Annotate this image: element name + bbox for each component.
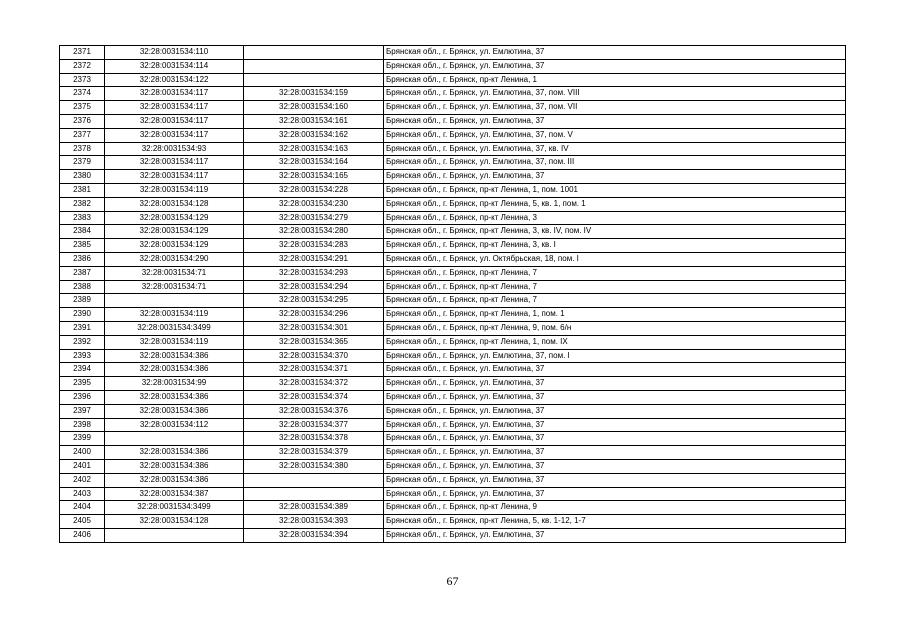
- parent-cadastral-number-cell: 32:28:0031534:99: [105, 377, 244, 391]
- cadastral-number-cell: 32:28:0031534:159: [244, 87, 384, 101]
- parent-cadastral-number-cell: 32:28:0031534:128: [105, 197, 244, 211]
- cadastral-number-cell: 32:28:0031534:161: [244, 114, 384, 128]
- cadastral-number-cell: 32:28:0031534:230: [244, 197, 384, 211]
- parent-cadastral-number-cell: 32:28:0031534:3499: [105, 501, 244, 515]
- table-row: [60, 377, 846, 391]
- parent-cadastral-number-cell: 32:28:0031534:110: [105, 46, 244, 60]
- address-cell: Брянская обл., г. Брянск, ул. Емлютина, 37, пом. VIII: [384, 87, 846, 101]
- cadastral-number-cell: 32:28:0031534:279: [244, 211, 384, 225]
- table-row: [60, 390, 846, 404]
- table-row: [60, 349, 846, 363]
- table-row: [60, 501, 846, 515]
- table-row: [60, 142, 846, 156]
- address-cell: Брянская обл., г. Брянск, пр-кт Ленина, 9, пом. 6/н: [384, 321, 846, 335]
- parent-cadastral-number-cell: 32:28:0031534:117: [105, 101, 244, 115]
- cadastral-number-cell: 32:28:0031534:163: [244, 142, 384, 156]
- table-row: [60, 225, 846, 239]
- parent-cadastral-number-cell: 32:28:0031534:386: [105, 349, 244, 363]
- row-number-cell: 2381: [60, 183, 105, 197]
- parent-cadastral-number-cell: 32:28:0031534:386: [105, 363, 244, 377]
- address-cell: Брянская обл., г. Брянск, ул. Емлютина, 37: [384, 114, 846, 128]
- table-row: [60, 128, 846, 142]
- cadastral-number-cell: [244, 73, 384, 87]
- table-row: [60, 473, 846, 487]
- cadastral-number-cell: 32:28:0031534:280: [244, 225, 384, 239]
- row-number-cell: 2396: [60, 390, 105, 404]
- row-number-cell: 2403: [60, 487, 105, 501]
- address-cell: Брянская обл., г. Брянск, ул. Емлютина, 37: [384, 377, 846, 391]
- address-cell: Брянская обл., г. Брянск, пр-кт Ленина, 1: [384, 73, 846, 87]
- cadastral-number-cell: 32:28:0031534:394: [244, 528, 384, 542]
- cadastral-number-cell: 32:28:0031534:295: [244, 294, 384, 308]
- parent-cadastral-number-cell: 32:28:0031534:129: [105, 239, 244, 253]
- table-row: [60, 73, 846, 87]
- cadastral-number-cell: [244, 487, 384, 501]
- cadastral-number-cell: 32:28:0031534:162: [244, 128, 384, 142]
- address-cell: Брянская обл., г. Брянск, пр-кт Ленина, 9: [384, 501, 846, 515]
- row-number-cell: 2378: [60, 142, 105, 156]
- table-row: [60, 363, 846, 377]
- cadastral-number-cell: 32:28:0031534:365: [244, 335, 384, 349]
- row-number-cell: 2375: [60, 101, 105, 115]
- table-row: [60, 432, 846, 446]
- cadastral-number-cell: 32:28:0031534:371: [244, 363, 384, 377]
- row-number-cell: 2405: [60, 515, 105, 529]
- address-cell: Брянская обл., г. Брянск, пр-кт Ленина, 1, пом. 1: [384, 308, 846, 322]
- cadastral-table: [59, 45, 846, 543]
- address-cell: Брянская обл., г. Брянск, пр-кт Ленина, 7: [384, 280, 846, 294]
- address-cell: Брянская обл., г. Брянск, ул. Емлютина, 37: [384, 46, 846, 60]
- table-row: [60, 294, 846, 308]
- row-number-cell: 2402: [60, 473, 105, 487]
- parent-cadastral-number-cell: [105, 528, 244, 542]
- row-number-cell: 2399: [60, 432, 105, 446]
- parent-cadastral-number-cell: 32:28:0031534:117: [105, 114, 244, 128]
- cadastral-number-cell: 32:28:0031534:380: [244, 459, 384, 473]
- cadastral-number-cell: [244, 46, 384, 60]
- address-cell: Брянская обл., г. Брянск, ул. Емлютина, 37: [384, 432, 846, 446]
- address-cell: Брянская обл., г. Брянск, пр-кт Ленина, 3: [384, 211, 846, 225]
- table-row: [60, 114, 846, 128]
- row-number-cell: 2383: [60, 211, 105, 225]
- row-number-cell: 2382: [60, 197, 105, 211]
- table-row: [60, 528, 846, 542]
- parent-cadastral-number-cell: 32:28:0031534:117: [105, 128, 244, 142]
- parent-cadastral-number-cell: 32:28:0031534:119: [105, 335, 244, 349]
- row-number-cell: 2371: [60, 46, 105, 60]
- table-row: [60, 459, 846, 473]
- table-row: [60, 211, 846, 225]
- row-number-cell: 2400: [60, 446, 105, 460]
- parent-cadastral-number-cell: 32:28:0031534:122: [105, 73, 244, 87]
- table-row: [60, 156, 846, 170]
- address-cell: Брянская обл., г. Брянск, пр-кт Ленина, 5, кв. 1, пом. 1: [384, 197, 846, 211]
- address-cell: Брянская обл., г. Брянск, ул. Емлютина, 37, пом. III: [384, 156, 846, 170]
- parent-cadastral-number-cell: [105, 294, 244, 308]
- parent-cadastral-number-cell: 32:28:0031534:93: [105, 142, 244, 156]
- row-number-cell: 2395: [60, 377, 105, 391]
- row-number-cell: 2374: [60, 87, 105, 101]
- parent-cadastral-number-cell: 32:28:0031534:117: [105, 170, 244, 184]
- table-row: [60, 197, 846, 211]
- row-number-cell: 2388: [60, 280, 105, 294]
- table-row: [60, 280, 846, 294]
- parent-cadastral-number-cell: 32:28:0031534:387: [105, 487, 244, 501]
- cadastral-number-cell: 32:28:0031534:374: [244, 390, 384, 404]
- row-number-cell: 2380: [60, 170, 105, 184]
- parent-cadastral-number-cell: 32:28:0031534:386: [105, 459, 244, 473]
- row-number-cell: 2401: [60, 459, 105, 473]
- cadastral-number-cell: 32:28:0031534:283: [244, 239, 384, 253]
- cadastral-number-cell: 32:28:0031534:389: [244, 501, 384, 515]
- table-row: [60, 308, 846, 322]
- parent-cadastral-number-cell: 32:28:0031534:386: [105, 446, 244, 460]
- table-body: [60, 46, 846, 543]
- parent-cadastral-number-cell: 32:28:0031534:119: [105, 308, 244, 322]
- table-row: [60, 446, 846, 460]
- row-number-cell: 2386: [60, 252, 105, 266]
- parent-cadastral-number-cell: 32:28:0031534:386: [105, 390, 244, 404]
- address-cell: Брянская обл., г. Брянск, ул. Емлютина, 37: [384, 170, 846, 184]
- cadastral-number-cell: 32:28:0031534:165: [244, 170, 384, 184]
- row-number-cell: 2377: [60, 128, 105, 142]
- address-cell: Брянская обл., г. Брянск, ул. Емлютина, 37, пом. V: [384, 128, 846, 142]
- table-row: [60, 59, 846, 73]
- cadastral-number-cell: 32:28:0031534:291: [244, 252, 384, 266]
- parent-cadastral-number-cell: [105, 432, 244, 446]
- parent-cadastral-number-cell: 32:28:0031534:119: [105, 183, 244, 197]
- row-number-cell: 2406: [60, 528, 105, 542]
- row-number-cell: 2393: [60, 349, 105, 363]
- row-number-cell: 2387: [60, 266, 105, 280]
- address-cell: Брянская обл., г. Брянск, ул. Емлютина, 37: [384, 363, 846, 377]
- parent-cadastral-number-cell: 32:28:0031534:117: [105, 87, 244, 101]
- parent-cadastral-number-cell: 32:28:0031534:129: [105, 225, 244, 239]
- cadastral-number-cell: 32:28:0031534:228: [244, 183, 384, 197]
- address-cell: Брянская обл., г. Брянск, ул. Емлютина, 37: [384, 487, 846, 501]
- address-cell: Брянская обл., г. Брянск, пр-кт Ленина, 7: [384, 294, 846, 308]
- address-cell: Брянская обл., г. Брянск, ул. Емлютина, 37: [384, 446, 846, 460]
- cadastral-number-cell: 32:28:0031534:294: [244, 280, 384, 294]
- row-number-cell: 2372: [60, 59, 105, 73]
- table-row: [60, 487, 846, 501]
- parent-cadastral-number-cell: 32:28:0031534:114: [105, 59, 244, 73]
- row-number-cell: 2389: [60, 294, 105, 308]
- address-cell: Брянская обл., г. Брянск, ул. Емлютина, 37: [384, 528, 846, 542]
- parent-cadastral-number-cell: 32:28:0031534:290: [105, 252, 244, 266]
- row-number-cell: 2373: [60, 73, 105, 87]
- row-number-cell: 2394: [60, 363, 105, 377]
- table-row: [60, 418, 846, 432]
- address-cell: Брянская обл., г. Брянск, пр-кт Ленина, 1, пом. 1001: [384, 183, 846, 197]
- table-row: [60, 335, 846, 349]
- parent-cadastral-number-cell: 32:28:0031534:129: [105, 211, 244, 225]
- cadastral-number-cell: [244, 473, 384, 487]
- address-cell: Брянская обл., г. Брянск, ул. Емлютина, 37: [384, 390, 846, 404]
- cadastral-number-cell: 32:28:0031534:378: [244, 432, 384, 446]
- cadastral-number-cell: 32:28:0031534:293: [244, 266, 384, 280]
- parent-cadastral-number-cell: 32:28:0031534:3499: [105, 321, 244, 335]
- row-number-cell: 2404: [60, 501, 105, 515]
- parent-cadastral-number-cell: 32:28:0031534:117: [105, 156, 244, 170]
- address-cell: Брянская обл., г. Брянск, пр-кт Ленина, 5, кв. 1-12, 1-7: [384, 515, 846, 529]
- row-number-cell: 2390: [60, 308, 105, 322]
- table-row: [60, 46, 846, 60]
- parent-cadastral-number-cell: 32:28:0031534:71: [105, 280, 244, 294]
- table-row: [60, 170, 846, 184]
- address-cell: Брянская обл., г. Брянск, ул. Емлютина, 37: [384, 459, 846, 473]
- address-cell: Брянская обл., г. Брянск, пр-кт Ленина, 3, кв. I: [384, 239, 846, 253]
- cadastral-number-cell: 32:28:0031534:379: [244, 446, 384, 460]
- row-number-cell: 2384: [60, 225, 105, 239]
- page-number: 67: [446, 574, 459, 588]
- address-cell: Брянская обл., г. Брянск, ул. Октябрьская, 18, пом. I: [384, 252, 846, 266]
- cadastral-number-cell: 32:28:0031534:377: [244, 418, 384, 432]
- parent-cadastral-number-cell: 32:28:0031534:386: [105, 404, 244, 418]
- address-cell: Брянская обл., г. Брянск, пр-кт Ленина, 7: [384, 266, 846, 280]
- address-cell: Брянская обл., г. Брянск, ул. Емлютина, 37, пом. I: [384, 349, 846, 363]
- row-number-cell: 2391: [60, 321, 105, 335]
- cadastral-number-cell: 32:28:0031534:160: [244, 101, 384, 115]
- address-cell: Брянская обл., г. Брянск, ул. Емлютина, 37: [384, 418, 846, 432]
- address-cell: Брянская обл., г. Брянск, ул. Емлютина, 37: [384, 473, 846, 487]
- table-row: [60, 183, 846, 197]
- row-number-cell: 2385: [60, 239, 105, 253]
- table-row: [60, 266, 846, 280]
- cadastral-number-cell: 32:28:0031534:301: [244, 321, 384, 335]
- table-row: [60, 321, 846, 335]
- row-number-cell: 2379: [60, 156, 105, 170]
- table-row: [60, 404, 846, 418]
- cadastral-number-cell: 32:28:0031534:164: [244, 156, 384, 170]
- table-row: [60, 239, 846, 253]
- cadastral-number-cell: 32:28:0031534:376: [244, 404, 384, 418]
- address-cell: Брянская обл., г. Брянск, пр-кт Ленина, 1, пом. IX: [384, 335, 846, 349]
- address-cell: Брянская обл., г. Брянск, ул. Емлютина, 37, пом. VII: [384, 101, 846, 115]
- row-number-cell: 2376: [60, 114, 105, 128]
- parent-cadastral-number-cell: 32:28:0031534:128: [105, 515, 244, 529]
- cadastral-number-cell: [244, 59, 384, 73]
- parent-cadastral-number-cell: 32:28:0031534:71: [105, 266, 244, 280]
- parent-cadastral-number-cell: 32:28:0031534:112: [105, 418, 244, 432]
- row-number-cell: 2392: [60, 335, 105, 349]
- table-row: [60, 252, 846, 266]
- row-number-cell: 2397: [60, 404, 105, 418]
- table-row: [60, 515, 846, 529]
- address-cell: Брянская обл., г. Брянск, ул. Емлютина, 37, кв. IV: [384, 142, 846, 156]
- parent-cadastral-number-cell: 32:28:0031534:386: [105, 473, 244, 487]
- table-row: [60, 101, 846, 115]
- address-cell: Брянская обл., г. Брянск, ул. Емлютина, 37: [384, 59, 846, 73]
- address-cell: Брянская обл., г. Брянск, пр-кт Ленина, 3, кв. IV, пом. IV: [384, 225, 846, 239]
- cadastral-number-cell: 32:28:0031534:296: [244, 308, 384, 322]
- cadastral-number-cell: 32:28:0031534:393: [244, 515, 384, 529]
- row-number-cell: 2398: [60, 418, 105, 432]
- address-cell: Брянская обл., г. Брянск, ул. Емлютина, 37: [384, 404, 846, 418]
- cadastral-number-cell: 32:28:0031534:372: [244, 377, 384, 391]
- cadastral-number-cell: 32:28:0031534:370: [244, 349, 384, 363]
- table-row: [60, 87, 846, 101]
